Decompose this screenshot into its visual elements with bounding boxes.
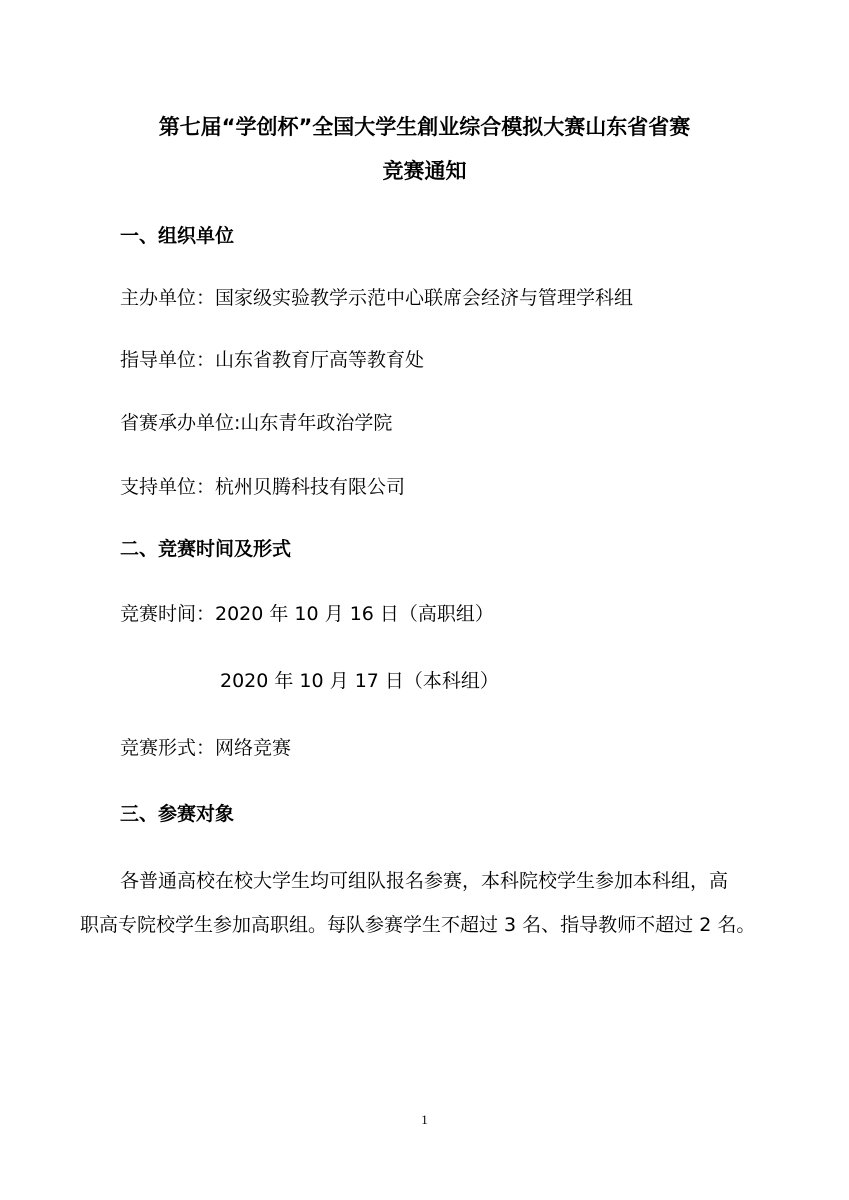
support-unit-line: 支持单位：杭州贝腾科技有限公司 [120, 476, 406, 498]
competition-time-line: 竞赛时间：2020 年 10 月 16 日（高职组） [120, 603, 494, 625]
page-number: 1 [421, 1112, 428, 1127]
section-heading-participants: 三、参赛对象 [120, 803, 235, 825]
guidance-unit-line: 指导单位：山东省教育厅高等教育处 [120, 349, 425, 371]
participants-paragraph-line-2: 职高专院校学生参加高职组。每队参赛学生不超过 3 名、指导教师不超过 2 名。 [80, 914, 756, 936]
section-heading-organizers: 一、组织单位 [120, 225, 235, 247]
document-title-line-1: 第七届“学创杯”全国大学生創业综合模拟大赛山东省省赛 [158, 115, 691, 139]
document-title-line-2: 竞赛通知 [382, 159, 467, 183]
competition-time-line-2: 2020 年 10 月 17 日（本科组） [220, 670, 499, 692]
organizer-unit-line: 省赛承办单位:山东青年政治学院 [120, 412, 393, 434]
host-unit-line: 主办单位：国家级实验教学示范中心联席会经济与管理学科组 [120, 287, 634, 309]
competition-format-line: 竞赛形式：网络竞赛 [120, 737, 292, 759]
participants-paragraph-line-1: 各普通高校在校大学生均可组队报名参赛，本科院校学生参加本科组，高 [120, 870, 729, 892]
section-heading-time-format: 二、竞赛时间及形式 [120, 538, 292, 560]
